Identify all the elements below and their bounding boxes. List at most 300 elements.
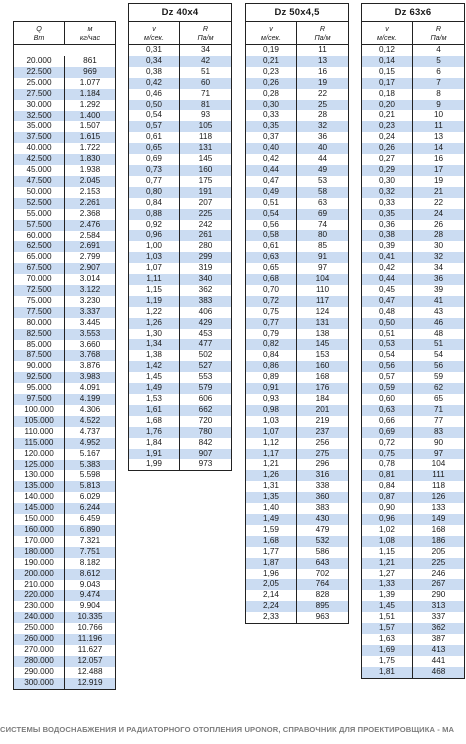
pipe-col2-cell: 91 — [297, 252, 349, 263]
table-row — [129, 405, 232, 416]
pipe-col1-cell: 0,30 — [246, 100, 297, 111]
table-row — [14, 209, 116, 220]
flow-col2-cell: 1.292 — [65, 100, 116, 111]
pipe-col2-cell: 413 — [413, 645, 465, 656]
pipe-col1-cell: 0,86 — [246, 361, 297, 372]
pipe-col2-cell: 22 — [297, 89, 349, 100]
flow-col2-cell: 4.091 — [65, 383, 116, 394]
col-q-header: Q Вт — [14, 22, 65, 45]
pipe-col1-cell: 1,30 — [146, 328, 162, 338]
pipe-col1-cell: 0,53 — [362, 339, 413, 350]
pipe-col2-cell: 36 — [413, 274, 465, 285]
table-row — [362, 449, 465, 460]
pipe-col1-cell: 0,44 — [362, 274, 413, 285]
flow-col2-cell: 8.612 — [65, 569, 116, 580]
flow-col1-cell: 75.000 — [26, 295, 52, 305]
pipe-col1-cell: 0,38 — [362, 230, 413, 241]
table-row — [362, 154, 465, 165]
table-row — [129, 132, 232, 143]
table-row — [246, 209, 349, 220]
pipe-col2-cell: 51 — [413, 339, 465, 350]
table-row — [14, 678, 116, 689]
pipe-col1-cell: 0,45 — [379, 284, 395, 294]
pipe-col2-cell: 477 — [180, 339, 232, 350]
table-row — [14, 198, 116, 209]
table-row — [246, 318, 349, 329]
pipe-title: Dz 63x6 — [362, 4, 465, 22]
table-row — [362, 416, 465, 427]
pipe-col1-cell: 0,42 — [379, 263, 395, 273]
pipe-col1-cell: 1,63 — [379, 633, 395, 643]
flow-col2-cell: 4.737 — [65, 427, 116, 438]
pipe-col1-cell: 0,14 — [362, 56, 413, 67]
col-v-header: v м/сек. — [362, 22, 413, 45]
pipe-col1-cell: 0,82 — [246, 339, 297, 350]
flow-col1-cell: 105.000 — [14, 416, 65, 427]
flow-col1-cell: 160.000 — [14, 525, 65, 536]
table-row — [246, 547, 349, 558]
pipe-col2-cell: 25 — [297, 100, 349, 111]
table-row — [129, 361, 232, 372]
pipe-col2-cell: 4 — [413, 45, 465, 56]
pipe-col1-cell: 0,57 — [379, 372, 395, 382]
pipe-col2-cell: 313 — [413, 601, 465, 612]
pipe-col1-cell: 0,65 — [129, 143, 180, 154]
flow-col2-cell: 4.306 — [65, 405, 116, 416]
pipe-col2-cell: 83 — [413, 427, 465, 438]
pipe-col1-cell: 0,47 — [362, 296, 413, 307]
col-r-header: R Па/м — [413, 22, 465, 45]
table-row — [129, 198, 232, 209]
pipe-col1-cell: 1,07 — [146, 263, 162, 273]
flow-col1-cell: 27.500 — [14, 89, 65, 100]
pipe-col1-cell: 0,68 — [246, 274, 297, 285]
pipe-col1-cell: 1,15 — [146, 284, 162, 294]
pipe-col2-cell: 74 — [297, 220, 349, 231]
flow-col2-cell: 7.751 — [65, 547, 116, 558]
flow-col2-cell: 3.768 — [65, 350, 116, 361]
flow-col1-cell: 220.000 — [14, 590, 65, 601]
table-row — [129, 372, 232, 383]
pipe-col1-cell: 0,56 — [263, 219, 279, 229]
table-row — [362, 350, 465, 361]
pipe-col1-cell: 2,33 — [263, 612, 279, 622]
pipe-col2-cell: 275 — [297, 449, 349, 460]
flow-col1-cell: 20.000 — [26, 56, 52, 65]
table-row — [246, 383, 349, 394]
flow-col1-cell: 150.000 — [24, 514, 54, 524]
pipe-col1-cell: 0,98 — [246, 405, 297, 416]
pipe-col2-cell: 11 — [297, 45, 349, 56]
table-row — [246, 503, 349, 514]
pipe-col1-cell: 1,26 — [129, 318, 180, 329]
pipe-col1-cell: 1,87 — [246, 558, 297, 569]
pipe-col1-cell: 1,68 — [246, 536, 297, 547]
flow-col1-cell: 80.000 — [26, 317, 52, 327]
table-row — [362, 438, 465, 449]
table-row — [129, 165, 232, 176]
pipe-col1-cell: 0,20 — [362, 100, 413, 111]
table-row — [246, 590, 349, 601]
table-row — [129, 274, 232, 285]
table-row — [129, 67, 232, 78]
pipe-col1-cell: 1,77 — [263, 546, 279, 556]
table-row — [246, 165, 349, 176]
table-row — [14, 340, 116, 351]
pipe-col1-cell: 0,89 — [263, 372, 279, 382]
pipe-col2-cell: 71 — [180, 89, 232, 100]
pipe-col2-cell: 104 — [297, 274, 349, 285]
pipe-col1-cell: 1,31 — [263, 481, 279, 491]
pipe-col2-cell: 186 — [413, 536, 465, 547]
flow-col1-cell: 230.000 — [24, 601, 54, 611]
pipe-col2-cell: 51 — [180, 67, 232, 78]
pipe-col1-cell: 0,26 — [246, 78, 297, 89]
pipe-col1-cell: 1,07 — [246, 427, 297, 438]
pipe-col2-cell: 14 — [413, 143, 465, 154]
table-row — [246, 100, 349, 111]
pipe-col2-cell: 160 — [297, 361, 349, 372]
pipe-col1-cell: 0,23 — [263, 66, 279, 76]
flow-col2-cell: 1.184 — [65, 89, 116, 100]
flow-col2-cell: 3.014 — [65, 274, 116, 285]
pipe-col1-cell: 0,21 — [246, 56, 297, 67]
flow-col2-cell: 2.907 — [65, 263, 116, 274]
table-row — [362, 590, 465, 601]
flow-col1-cell: 82.500 — [14, 329, 65, 340]
table-row — [129, 296, 232, 307]
pipe-col1-cell: 0,63 — [246, 252, 297, 263]
pipe-col2-cell: 42 — [180, 56, 232, 67]
pipe-col1-cell: 1,96 — [263, 568, 279, 578]
pipe-col2-cell: 16 — [413, 154, 465, 165]
pipe-col1-cell: 0,87 — [362, 492, 413, 503]
pipe-col2-cell: 429 — [180, 318, 232, 329]
pipe-col1-cell: 0,48 — [379, 306, 395, 316]
pipe-col1-cell: 1,40 — [263, 503, 279, 513]
table-row — [14, 220, 116, 231]
table-row — [246, 176, 349, 187]
table-row — [14, 307, 116, 318]
table-row — [129, 449, 232, 460]
pipe-col2-cell: 479 — [297, 525, 349, 536]
flow-col2-cell: 8.182 — [65, 558, 116, 569]
pipe-col1-cell: 1,08 — [362, 536, 413, 547]
pipe-col1-cell: 0,77 — [146, 175, 162, 185]
pipe-col1-cell: 0,37 — [263, 132, 279, 142]
pipe-col2-cell: 242 — [180, 220, 232, 231]
table-row — [362, 176, 465, 187]
pipe-col2-cell: 205 — [413, 547, 465, 558]
flow-col1-cell: 250.000 — [24, 623, 54, 633]
table-row — [14, 656, 116, 667]
table-row — [362, 547, 465, 558]
table-row — [246, 56, 349, 67]
pipe-col2-cell: 383 — [297, 503, 349, 514]
pipe-col2-cell: 65 — [413, 394, 465, 405]
table-row — [362, 241, 465, 252]
pipe-col1-cell: 0,33 — [263, 110, 279, 120]
table-row — [362, 121, 465, 132]
table-row — [362, 78, 465, 89]
pipe-col1-cell: 1,17 — [246, 449, 297, 460]
pipe-col1-cell: 0,42 — [129, 78, 180, 89]
table-row — [129, 89, 232, 100]
table-row — [362, 405, 465, 416]
flow-col1-cell: 72.500 — [14, 285, 65, 296]
pipe-col2-cell: 90 — [413, 438, 465, 449]
table-row — [14, 143, 116, 154]
flow-col1-cell: 67.500 — [14, 263, 65, 274]
pipe-col1-cell: 1,91 — [129, 449, 180, 460]
flow-col1-cell: 145.000 — [14, 503, 65, 514]
flow-col2-cell: 2.691 — [65, 241, 116, 252]
flow-col2-cell: 6.890 — [65, 525, 116, 536]
pipe-col1-cell: 0,88 — [129, 209, 180, 220]
pipe-col2-cell: 527 — [180, 361, 232, 372]
page-footer: СИСТЕМЫ ВОДОСНАБЖЕНИЯ И РАДИАТОРНОГО ОТОПЛЕНИЯ UPONOR, СПРАВОЧНИК ДЛЯ ПРОЕКТИРОВЩИКА - МА — [0, 725, 455, 734]
flow-col2-cell: 1.830 — [65, 154, 116, 165]
flow-col2-cell: 4.952 — [65, 438, 116, 449]
table-row — [246, 154, 349, 165]
flow-col1-cell: 57.500 — [14, 220, 65, 231]
flow-col1-cell: 280.000 — [14, 656, 65, 667]
pipe-col1-cell: 1,57 — [362, 623, 413, 634]
pipe-col2-cell: 34 — [180, 45, 232, 56]
base-flow-table — [13, 21, 116, 690]
pipe-col1-cell: 0,18 — [379, 88, 395, 98]
pipe-col2-cell: 85 — [297, 241, 349, 252]
pipe-col2-cell: 338 — [297, 481, 349, 492]
table-row — [246, 220, 349, 231]
pipe-col2-cell: 53 — [297, 176, 349, 187]
pipe-col2-cell: 207 — [180, 198, 232, 209]
pipe-col2-cell: 176 — [297, 383, 349, 394]
table-row — [362, 318, 465, 329]
flow-col2-cell: 6.029 — [65, 492, 116, 503]
flow-col2-cell: 5.167 — [65, 449, 116, 460]
pipe-col1-cell: 0,32 — [362, 187, 413, 198]
table-row — [246, 449, 349, 460]
pipe-col1-cell: 0,91 — [246, 383, 297, 394]
flow-col2-cell: 3.553 — [65, 329, 116, 340]
pipe-col1-cell: 2,05 — [246, 579, 297, 590]
table-row — [129, 56, 232, 67]
flow-col2-cell: 11.196 — [65, 634, 116, 645]
flow-col1-cell: 115.000 — [14, 438, 65, 449]
pipe-col2-cell: 963 — [297, 612, 349, 623]
pipe-col2-cell: 219 — [297, 416, 349, 427]
table-row — [14, 460, 116, 471]
table-row — [246, 438, 349, 449]
pipe-col2-cell: 41 — [413, 296, 465, 307]
table-row — [246, 274, 349, 285]
table-row — [246, 67, 349, 78]
col-m-header: м кг/час — [65, 22, 116, 45]
pipe-col1-cell: 0,42 — [263, 154, 279, 164]
pipe-col2-cell: 28 — [297, 110, 349, 121]
table-row — [14, 667, 116, 678]
table-row — [14, 547, 116, 558]
pipe-col2-cell: 895 — [297, 601, 349, 612]
pipe-col2-cell: 19 — [413, 176, 465, 187]
table-row — [14, 580, 116, 591]
pipe-col1-cell: 0,63 — [362, 405, 413, 416]
flow-col2-cell: 1.077 — [65, 78, 116, 89]
pipe-col2-cell: 97 — [413, 449, 465, 460]
pipe-col2-cell: 48 — [413, 329, 465, 340]
flow-col1-cell: 190.000 — [24, 557, 54, 567]
pipe-col1-cell: 1,68 — [146, 415, 162, 425]
pipe-col2-cell: 124 — [297, 307, 349, 318]
pipe-col2-cell: 780 — [180, 427, 232, 438]
pipe-col2-cell: 606 — [180, 394, 232, 405]
flow-col2-cell: 1.507 — [65, 121, 116, 132]
flow-col1-cell: 120.000 — [24, 448, 54, 458]
pipe-col2-cell: 5 — [413, 56, 465, 67]
flow-col1-cell: 25.000 — [26, 77, 52, 87]
table-row — [246, 285, 349, 296]
table-row — [129, 438, 232, 449]
pipe-col1-cell: 0,80 — [129, 187, 180, 198]
table-row — [362, 525, 465, 536]
table-row — [14, 296, 116, 307]
pipe-col2-cell: 299 — [180, 252, 232, 263]
table-row — [14, 514, 116, 525]
spacer-row — [14, 45, 116, 57]
pipe-col2-cell: 362 — [413, 623, 465, 634]
pipe-col2-cell: 468 — [413, 667, 465, 678]
pipe-col2-cell: 702 — [297, 569, 349, 580]
table-row — [246, 198, 349, 209]
table-row — [14, 78, 116, 89]
table-row — [129, 154, 232, 165]
pipe-col1-cell: 0,24 — [379, 132, 395, 142]
pipe-col2-cell: 93 — [180, 110, 232, 121]
pipe-col2-cell: 145 — [180, 154, 232, 165]
pipe-col2-cell: 160 — [180, 165, 232, 176]
pipe-col2-cell: 360 — [297, 492, 349, 503]
flow-col2-cell: 2.368 — [65, 209, 116, 220]
table-row — [246, 536, 349, 547]
pipe-col2-cell: 81 — [180, 100, 232, 111]
pipe-col1-cell: 0,51 — [379, 328, 395, 338]
pipe-col2-cell: 10 — [413, 110, 465, 121]
pipe-col1-cell: 1,45 — [362, 601, 413, 612]
pipe-col2-cell: 201 — [297, 405, 349, 416]
table-row — [14, 536, 116, 547]
pipe-col2-cell: 362 — [180, 285, 232, 296]
flow-col2-cell: 12.488 — [65, 667, 116, 678]
flow-col1-cell: 260.000 — [14, 634, 65, 645]
table-row — [362, 361, 465, 372]
table-row — [14, 56, 116, 67]
flow-col1-cell: 47.500 — [14, 176, 65, 187]
flow-col1-cell: 42.500 — [14, 154, 65, 165]
pipe-col2-cell: 131 — [297, 318, 349, 329]
pipe-col2-cell: 39 — [413, 285, 465, 296]
pipe-col2-cell: 662 — [180, 405, 232, 416]
pipe-col1-cell: 0,66 — [379, 415, 395, 425]
pipe-col1-cell: 0,90 — [379, 503, 395, 513]
table-row — [362, 67, 465, 78]
table-row — [362, 329, 465, 340]
table-row — [246, 241, 349, 252]
table-row — [362, 165, 465, 176]
table-row — [14, 329, 116, 340]
pipe-col1-cell: 1,19 — [129, 296, 180, 307]
table-row — [129, 350, 232, 361]
flow-col1-cell: 97.500 — [14, 394, 65, 405]
table-row — [362, 220, 465, 231]
table-row — [362, 492, 465, 503]
pipe-col2-cell: 296 — [297, 459, 349, 470]
pipe-table-dz50 — [245, 3, 349, 624]
pipe-col1-cell: 0,23 — [362, 121, 413, 132]
table-row — [246, 329, 349, 340]
pipe-col2-cell: 63 — [297, 198, 349, 209]
table-row — [14, 623, 116, 634]
flow-col1-cell: 130.000 — [24, 470, 54, 480]
pipe-col2-cell: 40 — [297, 143, 349, 154]
pipe-col1-cell: 0,28 — [263, 88, 279, 98]
table-row — [14, 111, 116, 122]
spacer-cell — [14, 45, 116, 57]
flow-col2-cell: 10.335 — [65, 612, 116, 623]
flow-col1-cell: 77.500 — [14, 307, 65, 318]
pipe-col1-cell: 0,81 — [362, 470, 413, 481]
pipe-col1-cell: 1,27 — [379, 568, 395, 578]
flow-col2-cell: 9.904 — [65, 601, 116, 612]
pipe-col2-cell: 553 — [180, 372, 232, 383]
flow-col1-cell: 95.000 — [26, 383, 52, 393]
flow-col1-cell: 300.000 — [14, 678, 65, 689]
table-row — [14, 569, 116, 580]
col-v-header: v м/сек. — [129, 22, 180, 45]
pipe-col2-cell: 764 — [297, 579, 349, 590]
flow-col2-cell: 3.660 — [65, 340, 116, 351]
table-row — [362, 503, 465, 514]
flow-col2-cell: 12.057 — [65, 656, 116, 667]
table-row — [129, 459, 232, 470]
flow-col2-cell: 2.799 — [65, 252, 116, 263]
pipe-col1-cell: 1,61 — [129, 405, 180, 416]
pipe-col2-cell: 104 — [413, 459, 465, 470]
flow-col1-cell: 62.500 — [14, 241, 65, 252]
table-row — [362, 209, 465, 220]
pipe-col1-cell: 1,26 — [246, 470, 297, 481]
pipe-col1-cell: 1,49 — [246, 514, 297, 525]
pipe-col1-cell: 0,38 — [146, 66, 162, 76]
pipe-col1-cell: 0,75 — [362, 449, 413, 460]
table-row — [246, 110, 349, 121]
flow-col2-cell: 5.383 — [65, 460, 116, 471]
table-row — [246, 252, 349, 263]
pipe-col2-cell: 44 — [297, 154, 349, 165]
pipe-col2-cell: 105 — [180, 121, 232, 132]
flow-col1-cell: 180.000 — [14, 547, 65, 558]
table-row — [246, 612, 349, 623]
table-row — [129, 383, 232, 394]
flow-col1-cell: 240.000 — [14, 612, 65, 623]
pipe-col1-cell: 0,84 — [146, 197, 162, 207]
pipe-col2-cell: 319 — [180, 263, 232, 274]
pipe-col2-cell: 184 — [297, 394, 349, 405]
flow-col2-cell: 2.153 — [65, 187, 116, 198]
pipe-col2-cell: 71 — [413, 405, 465, 416]
pipe-col2-cell: 26 — [413, 220, 465, 231]
pipe-col1-cell: 0,61 — [146, 132, 162, 142]
